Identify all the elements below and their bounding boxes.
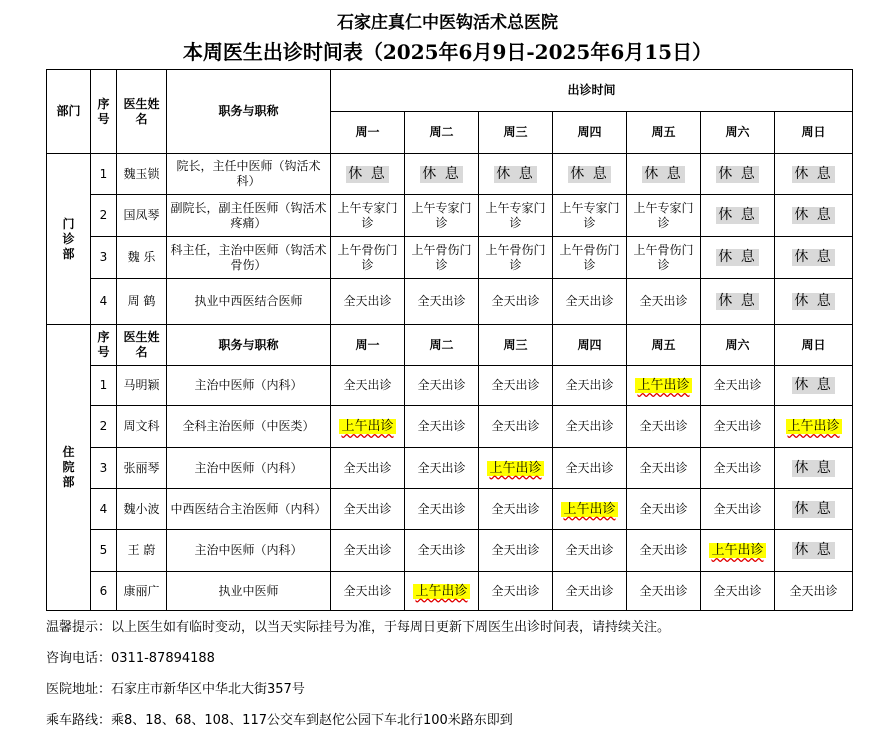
schedule-cell: 上午骨伤门诊 xyxy=(553,237,627,279)
schedule-cell: 全天出诊 xyxy=(701,489,775,530)
seq-cell: 2 xyxy=(91,406,117,448)
schedule-cell: 全天出诊 xyxy=(405,448,479,489)
rest-badge: 休 息 xyxy=(570,165,609,182)
rest-badge: 休 息 xyxy=(794,542,833,558)
rest-badge: 休 息 xyxy=(718,165,757,182)
schedule-cell: 上午专家门诊 xyxy=(405,195,479,237)
schedule-cell: 全天出诊 xyxy=(479,366,553,406)
schedule-cell: 全天出诊 xyxy=(405,279,479,325)
morning-highlight: 上午出诊 xyxy=(563,501,616,517)
schedule-cell: 全天出诊 xyxy=(405,530,479,572)
name-header: 医生姓名 xyxy=(117,70,167,154)
header-row-top xyxy=(47,70,853,112)
schedule-cell xyxy=(331,406,405,448)
dept-inpatient xyxy=(47,325,91,611)
schedule-cell: 全天出诊 xyxy=(701,448,775,489)
schedule-cell: 上午骨伤门诊 xyxy=(627,237,701,279)
dept-char: 院 xyxy=(62,460,75,474)
dept-header: 部门 xyxy=(47,70,91,154)
rest-badge: 休 息 xyxy=(718,293,757,309)
schedule-cell: 全天出诊 xyxy=(405,366,479,406)
schedule-cell: 上午专家门诊 xyxy=(627,195,701,237)
schedule-cell: 全天出诊 xyxy=(701,366,775,406)
rest-badge: 休 息 xyxy=(422,165,461,182)
schedule-cell: 全天出诊 xyxy=(553,279,627,325)
title-header: 职务与职称 xyxy=(167,70,331,154)
seq-header: 序号 xyxy=(91,325,117,366)
tip-text: 温馨提示：以上医生如有临时变动，以当天实际挂号为准，于每周日更新下周医生出诊时间表，请持续关注。 xyxy=(46,620,671,635)
doctor-title: 中西医结合主治医师（内科） xyxy=(167,489,331,530)
route-text: 乘车路线：乘8、18、68、108、117公交车到赵佗公园下车北行100米路东即到 xyxy=(46,713,513,728)
day-header: 周四 xyxy=(553,325,627,366)
doctor-name: 魏 乐 xyxy=(117,237,167,279)
schedule-cell xyxy=(701,279,775,325)
schedule-cell xyxy=(553,154,627,195)
name-header: 医生姓名 xyxy=(117,325,167,366)
day-header: 周日 xyxy=(775,112,853,154)
rest-badge: 休 息 xyxy=(348,165,387,182)
schedule-cell: 全天出诊 xyxy=(775,572,853,611)
table-row xyxy=(47,572,853,611)
doctor-title: 执业中西医结合医师 xyxy=(167,279,331,325)
schedule-cell: 全天出诊 xyxy=(553,448,627,489)
day-header: 周一 xyxy=(331,325,405,366)
phone-text: 咨询电话：0311-87894188 xyxy=(46,651,215,666)
schedule-cell xyxy=(627,154,701,195)
schedule-cell xyxy=(553,489,627,530)
schedule-cell: 全天出诊 xyxy=(405,489,479,530)
seq-cell: 6 xyxy=(91,572,117,611)
day-header: 周五 xyxy=(627,112,701,154)
table-row xyxy=(47,489,853,530)
schedule-cell: 上午专家门诊 xyxy=(479,195,553,237)
seq-cell: 4 xyxy=(91,279,117,325)
seq-cell: 2 xyxy=(91,195,117,237)
seq-cell: 1 xyxy=(91,154,117,195)
schedule-cell: 全天出诊 xyxy=(479,489,553,530)
schedule-cell: 上午专家门诊 xyxy=(331,195,405,237)
seq-cell: 1 xyxy=(91,366,117,406)
schedule-cell: 全天出诊 xyxy=(331,366,405,406)
schedule-cell: 全天出诊 xyxy=(331,489,405,530)
morning-highlight: 上午出诊 xyxy=(787,419,840,434)
table-row xyxy=(47,279,853,325)
doctor-title: 副院长，副主任医师（钩活术 疼痛） xyxy=(167,195,331,237)
table-row xyxy=(47,366,853,406)
doctor-name: 国凤琴 xyxy=(117,195,167,237)
schedule-cell: 全天出诊 xyxy=(553,366,627,406)
seq-cell: 5 xyxy=(91,530,117,572)
schedule-cell xyxy=(775,237,853,279)
schedule-cell xyxy=(775,195,853,237)
schedule-cell: 全天出诊 xyxy=(627,489,701,530)
table-row xyxy=(47,237,853,279)
doctor-name: 魏玉锁 xyxy=(117,154,167,195)
rest-badge: 休 息 xyxy=(496,165,535,182)
address-text: 医院地址：石家庄市新华区中华北大街357号 xyxy=(46,682,305,697)
schedule-cell xyxy=(775,530,853,572)
schedule-cell: 全天出诊 xyxy=(627,406,701,448)
day-header: 周六 xyxy=(701,325,775,366)
schedule-cell xyxy=(701,530,775,572)
schedule-cell: 全天出诊 xyxy=(553,406,627,448)
doctor-title: 主治中医师（内科） xyxy=(167,448,331,489)
schedule-header: 出诊时间 xyxy=(331,70,853,112)
table-row xyxy=(47,406,853,448)
dept-char: 部 xyxy=(62,475,75,489)
schedule-cell: 全天出诊 xyxy=(627,572,701,611)
seq-cell: 3 xyxy=(91,448,117,489)
day-header: 周日 xyxy=(775,325,853,366)
doctor-title: 执业中医师 xyxy=(167,572,331,611)
rest-badge: 休 息 xyxy=(794,459,833,476)
day-header: 周三 xyxy=(479,112,553,154)
hospital-name: 石家庄真仁中医钩活术总医院 xyxy=(337,13,558,33)
doctor-title: 全科主治医师（中医类） xyxy=(167,406,331,448)
seq-header: 序号 xyxy=(91,70,117,154)
schedule-cell xyxy=(701,237,775,279)
rest-badge: 休 息 xyxy=(718,207,757,223)
doctor-title: 院长，主任中医师（钩活术科） xyxy=(167,154,331,195)
rest-badge: 休 息 xyxy=(794,293,833,309)
table-row xyxy=(47,448,853,489)
doctor-name: 康丽广 xyxy=(117,572,167,611)
schedule-cell: 全天出诊 xyxy=(479,572,553,611)
schedule-cell xyxy=(775,489,853,530)
schedule-cell: 全天出诊 xyxy=(553,572,627,611)
dept-char: 部 xyxy=(62,246,75,261)
page-title: 本周医生出诊时间表（2025年6月9日-2025年6月15日） xyxy=(182,40,713,64)
dept-char: 诊 xyxy=(62,231,75,246)
seq-cell: 3 xyxy=(91,237,117,279)
rest-badge: 休 息 xyxy=(794,500,833,517)
schedule-cell: 上午骨伤门诊 xyxy=(405,237,479,279)
day-header: 周二 xyxy=(405,112,479,154)
rest-badge: 休 息 xyxy=(718,249,757,265)
schedule-cell: 上午骨伤门诊 xyxy=(479,237,553,279)
morning-highlight: 上午出诊 xyxy=(415,583,468,599)
schedule-cell xyxy=(701,154,775,195)
rest-badge: 休 息 xyxy=(794,207,833,223)
schedule-cell: 全天出诊 xyxy=(331,572,405,611)
morning-highlight: 上午出诊 xyxy=(711,543,764,558)
doctor-name: 张丽琴 xyxy=(117,448,167,489)
schedule-cell: 全天出诊 xyxy=(553,530,627,572)
schedule-cell xyxy=(627,366,701,406)
schedule-cell xyxy=(775,366,853,406)
morning-highlight: 上午出诊 xyxy=(637,378,690,393)
schedule-table xyxy=(46,69,853,611)
table-row xyxy=(47,154,853,195)
day-header: 周二 xyxy=(405,325,479,366)
morning-highlight: 上午出诊 xyxy=(489,460,542,476)
schedule-cell xyxy=(775,406,853,448)
schedule-cell: 上午专家门诊 xyxy=(553,195,627,237)
schedule-cell: 全天出诊 xyxy=(627,530,701,572)
rest-badge: 休 息 xyxy=(794,377,833,393)
schedule-cell xyxy=(405,154,479,195)
schedule-cell: 全天出诊 xyxy=(479,530,553,572)
day-header: 周六 xyxy=(701,112,775,154)
schedule-cell: 全天出诊 xyxy=(331,448,405,489)
schedule-cell xyxy=(479,448,553,489)
rest-badge: 休 息 xyxy=(794,249,833,265)
dept-outpatient xyxy=(47,154,91,325)
schedule-cell xyxy=(479,154,553,195)
dept-char: 门 xyxy=(62,216,75,231)
schedule-cell xyxy=(701,195,775,237)
schedule-cell xyxy=(775,448,853,489)
schedule-cell: 全天出诊 xyxy=(627,448,701,489)
day-header: 周五 xyxy=(627,325,701,366)
title-header: 职务与职称 xyxy=(167,325,331,366)
rest-badge: 休 息 xyxy=(794,165,833,182)
schedule-cell: 上午骨伤门诊 xyxy=(331,237,405,279)
schedule-cell: 全天出诊 xyxy=(331,530,405,572)
doctor-name: 周文科 xyxy=(117,406,167,448)
schedule-cell: 全天出诊 xyxy=(479,279,553,325)
doctor-title: 主治中医师（内科） xyxy=(167,530,331,572)
day-header: 周一 xyxy=(331,112,405,154)
doctor-title: 科主任，主治中医师（钩活术骨伤） xyxy=(167,237,331,279)
schedule-cell xyxy=(405,572,479,611)
schedule-cell: 全天出诊 xyxy=(479,406,553,448)
table-row xyxy=(47,195,853,237)
inpatient-header-row xyxy=(47,325,853,366)
schedule-cell: 全天出诊 xyxy=(627,279,701,325)
day-header: 周三 xyxy=(479,325,553,366)
schedule-cell: 全天出诊 xyxy=(331,279,405,325)
schedule-cell: 全天出诊 xyxy=(701,572,775,611)
schedule-cell xyxy=(331,154,405,195)
doctor-name: 魏小波 xyxy=(117,489,167,530)
schedule-cell: 全天出诊 xyxy=(701,406,775,448)
table-row xyxy=(47,530,853,572)
notes-section xyxy=(46,612,866,736)
rest-badge: 休 息 xyxy=(644,165,683,182)
schedule-cell xyxy=(775,279,853,325)
morning-highlight: 上午出诊 xyxy=(341,419,394,434)
schedule-cell: 全天出诊 xyxy=(405,406,479,448)
doctor-title: 主治中医师（内科） xyxy=(167,366,331,406)
doctor-name: 王 蔚 xyxy=(117,530,167,572)
seq-cell: 4 xyxy=(91,489,117,530)
doctor-name: 马明颖 xyxy=(117,366,167,406)
dept-char: 住 xyxy=(62,445,75,459)
doctor-name: 周 鹤 xyxy=(117,279,167,325)
schedule-cell xyxy=(775,154,853,195)
day-header: 周四 xyxy=(553,112,627,154)
